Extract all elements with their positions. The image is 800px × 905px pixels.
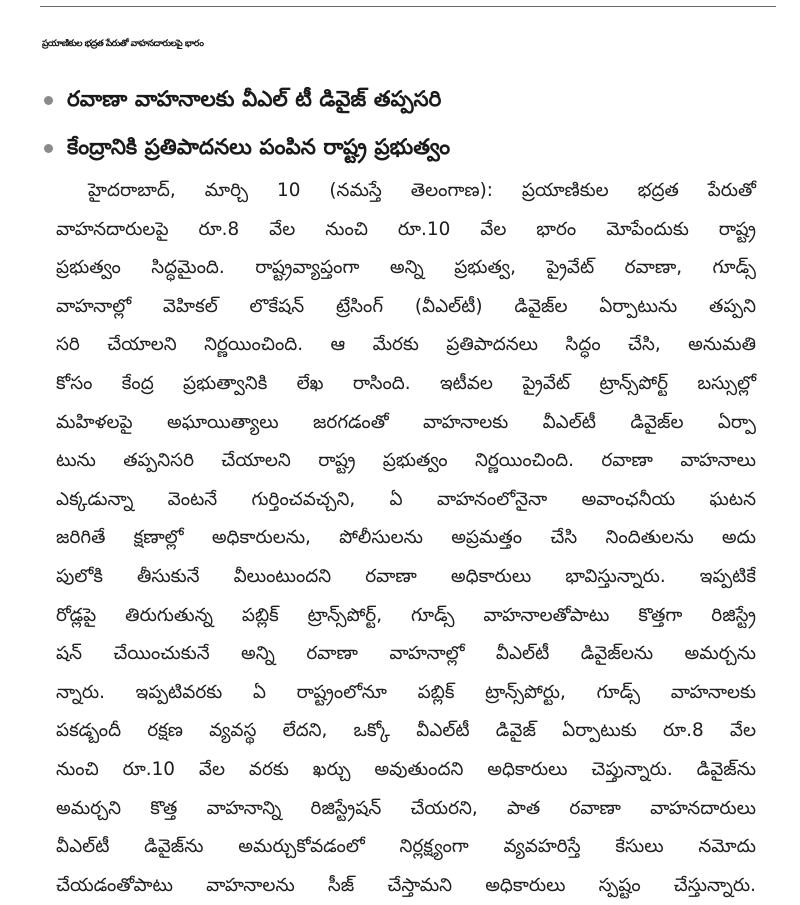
body-line: పకడ్బందీ రక్షణ వ్యవస్థ లేదని, ఒక్కో వీఎల్‌టీ డివైజ్ ఏర్పాటుకు రూ.8 వేల	[56, 720, 756, 742]
bullet-dot-icon	[44, 96, 53, 105]
body-line: చేయడంతోపాటు వాహనాలను సీజ్ చేస్తామని అధికారులు స్పష్టం చేస్తున్నారు.	[56, 874, 756, 896]
subheadline-item	[44, 126, 784, 170]
body-line: అమర్చని కొత్త వాహనాన్ని రిజిస్ట్రేషన్ చేయరని, పాత రవాణా వాహనదారులు	[56, 797, 756, 819]
body-line: సరి చేయాలని నిర్ణయించింది. ఆ మేరకు ప్రతిపాదనలు సిద్ధం చేసి, అనుమతి	[56, 334, 756, 356]
body-line: వాహనాల్లో వెహికల్ లొకేషన్ ట్రేసింగ్ (వీఎల్‌టీ) డివైజ్‌ల ఏర్పాటును తప్పని	[56, 295, 756, 317]
body-line: పులోకి తీసుకునే వీలుంటుందని రవాణా అధికారులు భావిస్తున్నారు. ఇప్పటికే	[56, 565, 756, 587]
body-line: షన్ చేయించుకునే అన్ని రవాణా వాహనాల్లో వీఎల్‌టీ డివైజ్‌లను అమర్చను	[56, 643, 756, 665]
subheadline-text: కేంద్రానికి ప్రతిపాదనలు పంపిన రాష్ట్ర ప్రభుత్వం	[67, 135, 451, 160]
bullet-dot-icon	[44, 144, 53, 153]
body-line: న్నారు. ఇప్పటివరకు ఏ రాష్ట్రంలోనూ పబ్లిక్ ట్రాన్స్‌పోర్టు, గూడ్స్ వాహనాలకు	[56, 681, 756, 703]
article-body	[56, 172, 756, 905]
body-line: జరిగితే క్షణాల్లో అధికారులను, పోలీసులను అప్రమత్తం చేసి నిందితులను అదు	[56, 527, 756, 549]
body-line: టును తప్పనిసరి చేయాలని రాష్ట్ర ప్రభుత్వం నిర్ణయించింది. రవాణా వాహనాలు	[56, 450, 756, 472]
body-line: వీఎల్‌టీ డివైజ్‌ను అమర్చుకోవడంలో నిర్లక్ష్యంగా వ్యవహరిస్తే కేసులు నమోదు	[56, 836, 756, 858]
body-line: హైదరాబాద్, మార్చి 10 (నమస్తే తెలంగాణ): ప్రయాణికుల భద్రత పేరుతో	[88, 180, 756, 201]
subheadline-item	[44, 78, 784, 122]
body-line: మహిళలపై అఘాయిత్యాలు జరగడంతో వాహనాలకు వీఎల్‌టీ డివైజ్‌ల ఏర్పా	[56, 411, 756, 433]
body-line: ప్రభుత్వం సిద్ధమైంది. రాష్ట్రవ్యాప్తంగా అన్ని ప్రభుత్వ, ప్రైవేట్ రవాణా, గూడ్స్	[56, 257, 756, 279]
subheadline-list	[44, 78, 784, 174]
body-line: నుంచి రూ.10 వేల వరకు ఖర్చు అవుతుందని అధికారులు చెప్తున్నారు. డివైజ్‌ను	[56, 758, 756, 780]
subheadline-text: రవాణా వాహనాలకు వీఎల్ టీ డివైజ్ తప్పసరి	[67, 87, 442, 112]
article-headline: ప్రయాణికుల భద్రత పేరుతో వాహనదారులపై భారం	[42, 39, 204, 49]
body-line: వాహనదారులపై రూ.8 వేల నుంచి రూ.10 వేల భారం మోపేందుకు రాష్ట్ర	[56, 218, 756, 240]
top-rule	[40, 6, 776, 7]
body-line: రోడ్లపై తిరుగుతున్న పబ్లిక్ ట్రాన్స్‌పోర్ట్, గూడ్స్ వాహనాలతోపాటు కొత్తగా రిజిస్ట్రే	[56, 604, 756, 626]
body-line: కోసం కేంద్ర ప్రభుత్వానికి లేఖ రాసింది. ఇటీవల ప్రైవేట్ ట్రాన్స్‌పోర్ట్ బస్సుల్లో	[56, 372, 756, 394]
body-line: ఎక్కడున్నా వెంటనే గుర్తించవచ్చని, ఏ వాహనంలోనైనా అవాంఛనీయ ఘటన	[56, 488, 756, 510]
